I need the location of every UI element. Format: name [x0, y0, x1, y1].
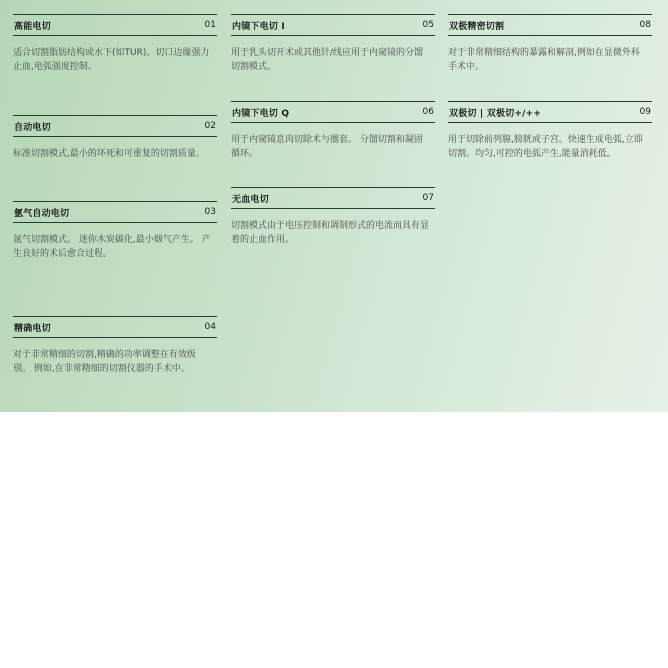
mode-description: 对于非常精细的切割,精确的功率调整在有效级别。 例如,在非常精细的切割仪器的手术中。: [13, 350, 196, 374]
mode-title: 双极精密切割: [449, 21, 505, 32]
mode-card-01: [13, 14, 217, 74]
mode-description: 用于切除前列腺,膀胱或子宫。快速生成电弧,立即切割。均匀,可控的电弧产生,能量消耗低。: [448, 135, 643, 159]
mode-header: [231, 101, 435, 123]
mode-card-09: [448, 101, 652, 161]
mode-description: 用于内窥镜息肉切除术与圈套。 分馏切割和凝固循环。: [231, 135, 423, 159]
mode-number: 05: [422, 20, 434, 30]
mode-card-07: [231, 187, 435, 247]
mode-title: 双极切 | 双极切+/++: [449, 108, 542, 119]
mode-number: 01: [204, 20, 216, 30]
mode-title: 自动电切: [14, 122, 51, 133]
mode-number: 06: [422, 107, 434, 117]
mode-card-06: [231, 101, 435, 161]
mode-description: 对于非常精细结构的暴露和解剖,例如在显微外科手术中。: [448, 48, 640, 72]
mode-header: [231, 187, 435, 209]
mode-title: 无血电切: [232, 194, 269, 205]
mode-card-02: [13, 115, 217, 161]
mode-header: [448, 101, 652, 123]
mode-description: 适合切割脂肪结构或水下(如TUR)。切口边缘强力止血,电弧强度控制。: [13, 48, 210, 72]
mode-header: [231, 14, 435, 36]
mode-title: 精确电切: [14, 323, 51, 334]
mode-number: 04: [204, 322, 216, 332]
mode-header: [13, 201, 217, 223]
mode-title: 高能电切: [14, 21, 51, 32]
mode-card-03: [13, 201, 217, 261]
mode-description: 用于乳头切开术或其他针/线应用于内窥镜的分馏切割模式。: [231, 48, 424, 72]
mode-number: 09: [639, 107, 651, 117]
mode-header: [448, 14, 652, 36]
mode-description: 切割模式由于电压控制和调制形式的电流而具有显着的止血作用。: [231, 221, 430, 245]
mode-description: 标准切割模式,最小的坏死和可重复的切割质量。: [13, 149, 205, 159]
mode-title: 内镜下电切 Q: [232, 108, 290, 119]
mode-description: 氩气切割模式。 迷你木炭碳化,最小烟气产生。 产生良好的术后愈合过程。: [13, 235, 211, 259]
mode-number: 02: [204, 121, 216, 131]
mode-number: 08: [639, 20, 651, 30]
mode-header: [13, 14, 217, 36]
mode-card-05: [231, 14, 435, 74]
mode-header: [13, 316, 217, 338]
mode-number: 03: [204, 207, 216, 217]
mode-header: [13, 115, 217, 137]
mode-number: 07: [422, 193, 434, 203]
mode-card-04: [13, 316, 217, 376]
mode-card-08: [448, 14, 652, 74]
mode-title: 内镜下电切 I: [232, 21, 285, 32]
mode-title: 氩气自动电切: [14, 208, 70, 219]
